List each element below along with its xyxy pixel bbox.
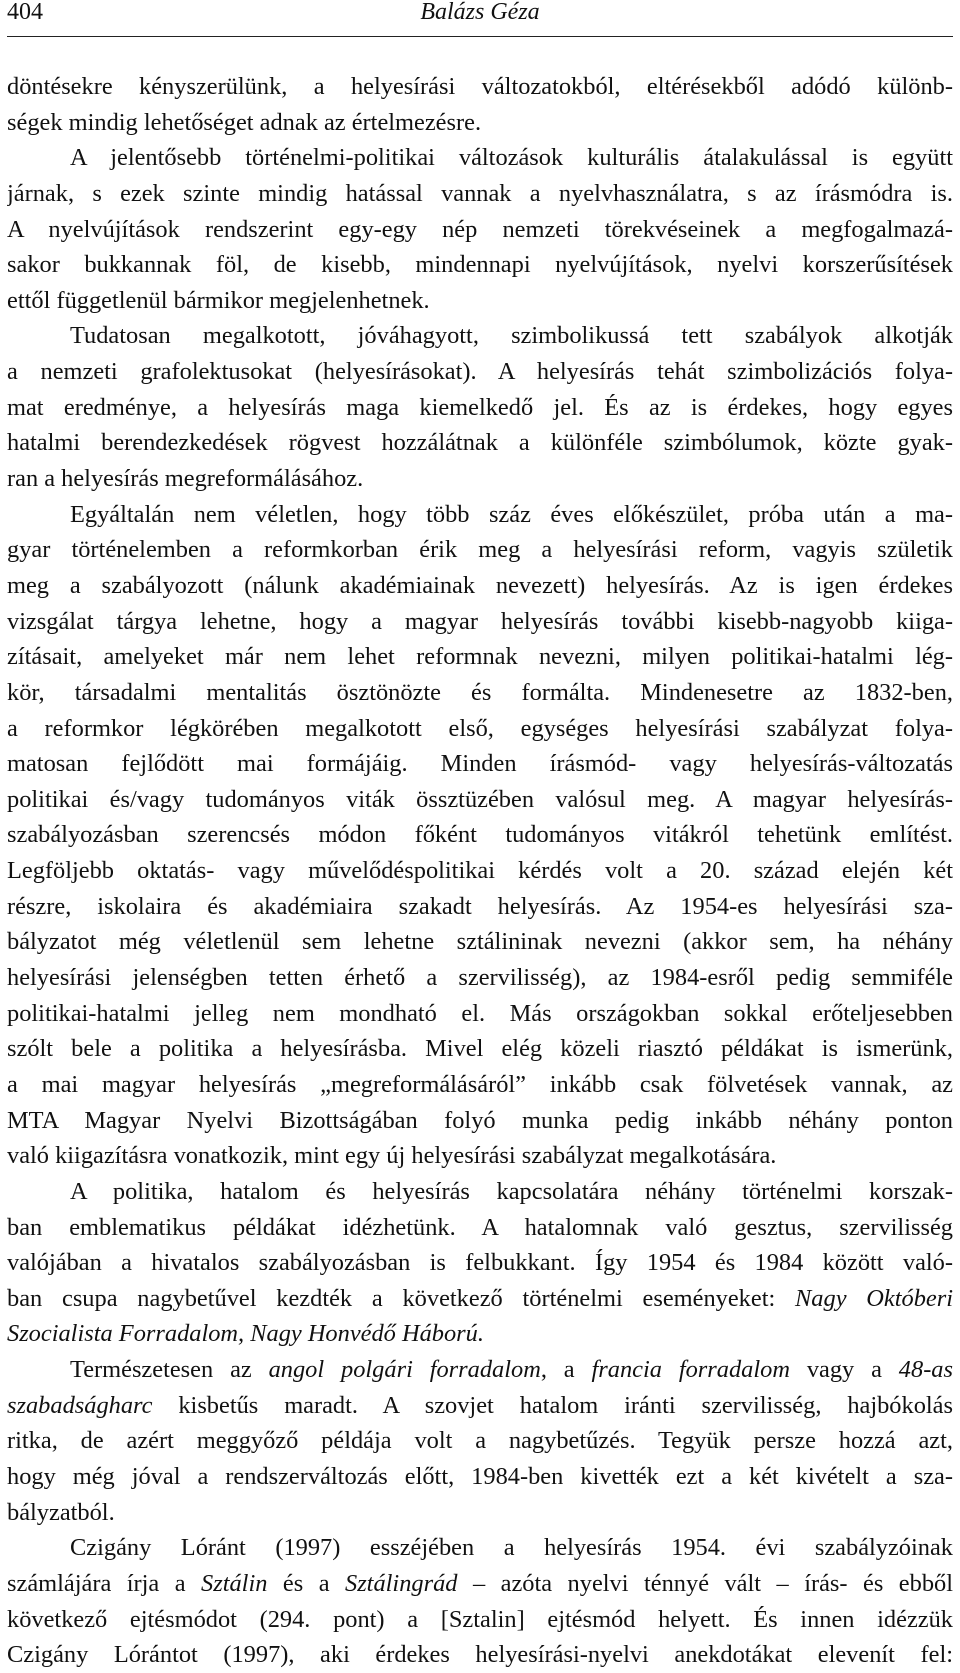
book-page	[7, 0, 953, 1669]
running-header	[7, 0, 953, 37]
page-number: 404	[7, 0, 43, 25]
text-line	[7, 1138, 953, 1174]
text-run: politikai és/vagy tudományos viták össztüzében valósul meg. A magyar helyesírás-	[7, 785, 953, 813]
text-line	[7, 354, 953, 390]
text-run: matosan fejlődött mai formájáig. Minden írásmód- vagy helyesírás-változatás	[7, 750, 953, 778]
text-line	[7, 497, 953, 533]
text-run: valójában a hivatalos szabályozásban is felbukkant. Így 1954 és 1984 között való-	[7, 1249, 953, 1277]
text-run: Természetesen az	[70, 1356, 269, 1384]
italic-term: francia forradalom	[591, 1356, 790, 1384]
text-line	[7, 711, 953, 747]
text-line	[7, 69, 953, 105]
text-run: hogy még jóval a rendszerváltozás előtt, 1984-ben kivették ezt a két kivételt a sza-	[7, 1462, 953, 1490]
text-line	[7, 568, 953, 604]
text-run: ségek mindig lehetőséget adnak az értelmezésre.	[7, 108, 482, 136]
text-run: részre, iskolaira és akadémiaira szakadt helyesírás. Az 1954-es helyesírási sza-	[7, 892, 953, 920]
text-run: a mai magyar helyesírás „megreformálásáról” inkább csak fölvetések vannak, az	[7, 1070, 953, 1098]
text-line	[7, 212, 953, 248]
text-line	[7, 1316, 953, 1352]
text-run: a nemzeti grafolektusokat (helyesírásokat). A helyesírás tehát szimbolizációs folya-	[7, 358, 953, 386]
italic-term: Sztálingrád	[345, 1569, 458, 1597]
text-line	[7, 532, 953, 568]
text-run: meg a szabályozott (nálunk akadémiainak nevezett) helyesírás. Az is igen érdekes	[7, 571, 953, 599]
text-run: Legföljebb oktatás- vagy művelődéspolitikai kérdés volt a 20. század elején két	[7, 857, 953, 885]
text-line	[7, 853, 953, 889]
text-run: Tudatosan megalkotott, jóváhagyott, szimbolikussá tett szabályok alkotják	[70, 322, 953, 350]
text-run: A nyelvújítások rendszerint egy-egy nép nemzeti törekvéseinek a megfogalmazá-	[7, 215, 953, 243]
text-run: A politika, hatalom és helyesírás kapcsolatára néhány történelmi korszak-	[70, 1177, 953, 1205]
text-line	[7, 1637, 953, 1673]
text-line	[7, 1174, 953, 1210]
text-line	[7, 425, 953, 461]
text-line	[7, 176, 953, 212]
text-run: járnak, s ezek szinte mindig hatással vannak a nyelvhasználatra, s az írásmódra is.	[7, 179, 953, 207]
text-run: – azóta nyelvi ténnyé vált – írás- és ebből	[457, 1569, 953, 1597]
text-line	[7, 390, 953, 426]
text-line	[7, 960, 953, 996]
text-line	[7, 1530, 953, 1566]
text-run: Egyáltalán nem véletlen, hogy több száz éves előkészület, próba után a ma-	[70, 500, 953, 528]
text-line	[7, 1459, 953, 1495]
text-run: döntésekre kényszerülünk, a helyesírási változatokból, eltérésekből adódó különb-	[7, 73, 953, 100]
text-run: ritka, de azért meggyőző példája volt a nagybetűzés. Tegyük persze hozzá azt,	[7, 1427, 953, 1455]
text-run: Czigány Lóránt (1997) esszéjében a helyesírás 1954. évi szabályzóinak	[70, 1534, 953, 1562]
text-run: hatalmi berendezkedések rögvest hozzálátnak a különféle szimbólumok, közte gyak-	[7, 429, 953, 457]
text-line	[7, 996, 953, 1032]
text-run: kör, társadalmi mentalitás ösztönözte és formálta. Mindenesetre az 1832-ben,	[7, 678, 953, 706]
text-run: helyesírási jelenségben tetten érhető a szervilisség), az 1984-esről pedig semmiféle	[7, 964, 953, 992]
italic-term: 48-as	[898, 1356, 953, 1384]
text-line	[7, 105, 953, 141]
italic-term: angol polgári forradalom	[268, 1356, 541, 1384]
text-line	[7, 1103, 953, 1139]
text-line	[7, 924, 953, 960]
text-run: a reformkor légkörében megalkotott első, egységes helyesírási szabályzat folya-	[7, 714, 953, 742]
text-line	[7, 1602, 953, 1638]
italic-term: Sztálin	[201, 1569, 268, 1597]
text-run: zításait, amelyeket már nem lehet reformnak nevezni, milyen politikai-hatalmi lég-	[7, 643, 953, 671]
text-line	[7, 461, 953, 497]
text-run: vizsgálat tárgya lehetne, hogy a magyar helyesírás további kisebb-nagyobb kiiga-	[7, 607, 953, 635]
text-line	[7, 1210, 953, 1246]
text-line	[7, 1495, 953, 1531]
italic-term: Szocialista Forradalom, Nagy Honvédő Háború.	[7, 1320, 484, 1348]
text-run: való kiigazításra vonatkozik, mint egy új helyesírási szabályzat megalkotására.	[7, 1142, 777, 1170]
text-run: vagy a	[789, 1356, 899, 1384]
running-title: Balázs Géza	[420, 0, 540, 25]
text-run: számlájára írja a	[7, 1569, 202, 1597]
text-line	[7, 1031, 953, 1067]
text-line	[7, 1388, 953, 1424]
text-run: sakor bukkannak föl, de kisebb, mindennapi nyelvújítások, nyelvi korszerűsítések	[7, 251, 953, 279]
body-text	[7, 69, 953, 1673]
text-line	[7, 889, 953, 925]
text-run: gyar történelemben a reformkorban érik meg a helyesírási reform, vagyis születik	[7, 536, 953, 564]
text-line	[7, 1281, 953, 1317]
text-line	[7, 1067, 953, 1103]
text-run: bályzatból.	[7, 1498, 115, 1526]
text-run: politikai-hatalmi jelleg nem mondható el. Más országokban sokkal erőteljesebben	[7, 999, 953, 1027]
italic-term: Nagy Októberi	[795, 1284, 953, 1312]
text-run: A jelentősebb történelmi-politikai változások kulturális átalakulással is együtt	[70, 144, 953, 172]
text-line	[7, 247, 953, 283]
text-line	[7, 675, 953, 711]
text-run: ettől függetlenül bármikor megjelenhetnek.	[7, 286, 430, 314]
text-run: kisbetűs maradt. A szovjet hatalom iránti szervilisség, hajbókolás	[152, 1391, 953, 1419]
text-run: Czigány Lórántot (1997), aki érdekes helyesírási-nyelvi anekdotákat elevenít fel:	[7, 1641, 953, 1669]
text-line	[7, 639, 953, 675]
text-line	[7, 746, 953, 782]
italic-term: szabadságharc	[7, 1391, 153, 1419]
text-line	[7, 283, 953, 319]
text-line	[7, 817, 953, 853]
text-run: szabályozásban szerencsés módon főként tudományos vitákról tehetünk említést.	[7, 821, 953, 849]
text-run: és a	[267, 1569, 345, 1597]
text-run: szólt bele a politika a helyesírásba. Mivel elég közeli riasztó példákat is ismerünk,	[7, 1035, 953, 1063]
text-run: ran a helyesírás megreformálásához.	[7, 465, 364, 493]
text-line	[7, 782, 953, 818]
text-run: bályzatot még véletlenül sem lehetne sztálininak nevezni (akkor sem, ha néhány	[7, 928, 953, 956]
text-line	[7, 140, 953, 176]
text-run: ban csupa nagybetűvel kezdték a következő történelmi eseményeket:	[7, 1284, 796, 1312]
text-line	[7, 1352, 953, 1388]
text-line	[7, 1423, 953, 1459]
text-run: MTA Magyar Nyelvi Bizottságában folyó munka pedig inkább néhány ponton	[7, 1106, 953, 1134]
text-run: , a	[540, 1356, 592, 1384]
text-line	[7, 1566, 953, 1602]
text-run: következő ejtésmódot (294. pont) a [Sztalin] ejtésmód helyett. És innen idézzük	[7, 1605, 953, 1633]
text-line	[7, 1245, 953, 1281]
text-run: mat eredménye, a helyesírás maga kiemelkedő jel. És az is érdekes, hogy egyes	[7, 393, 953, 421]
text-run: ban emblematikus példákat idézhetünk. A hatalomnak való gesztus, szervilisség	[7, 1213, 953, 1241]
text-line	[7, 604, 953, 640]
text-line	[7, 318, 953, 354]
